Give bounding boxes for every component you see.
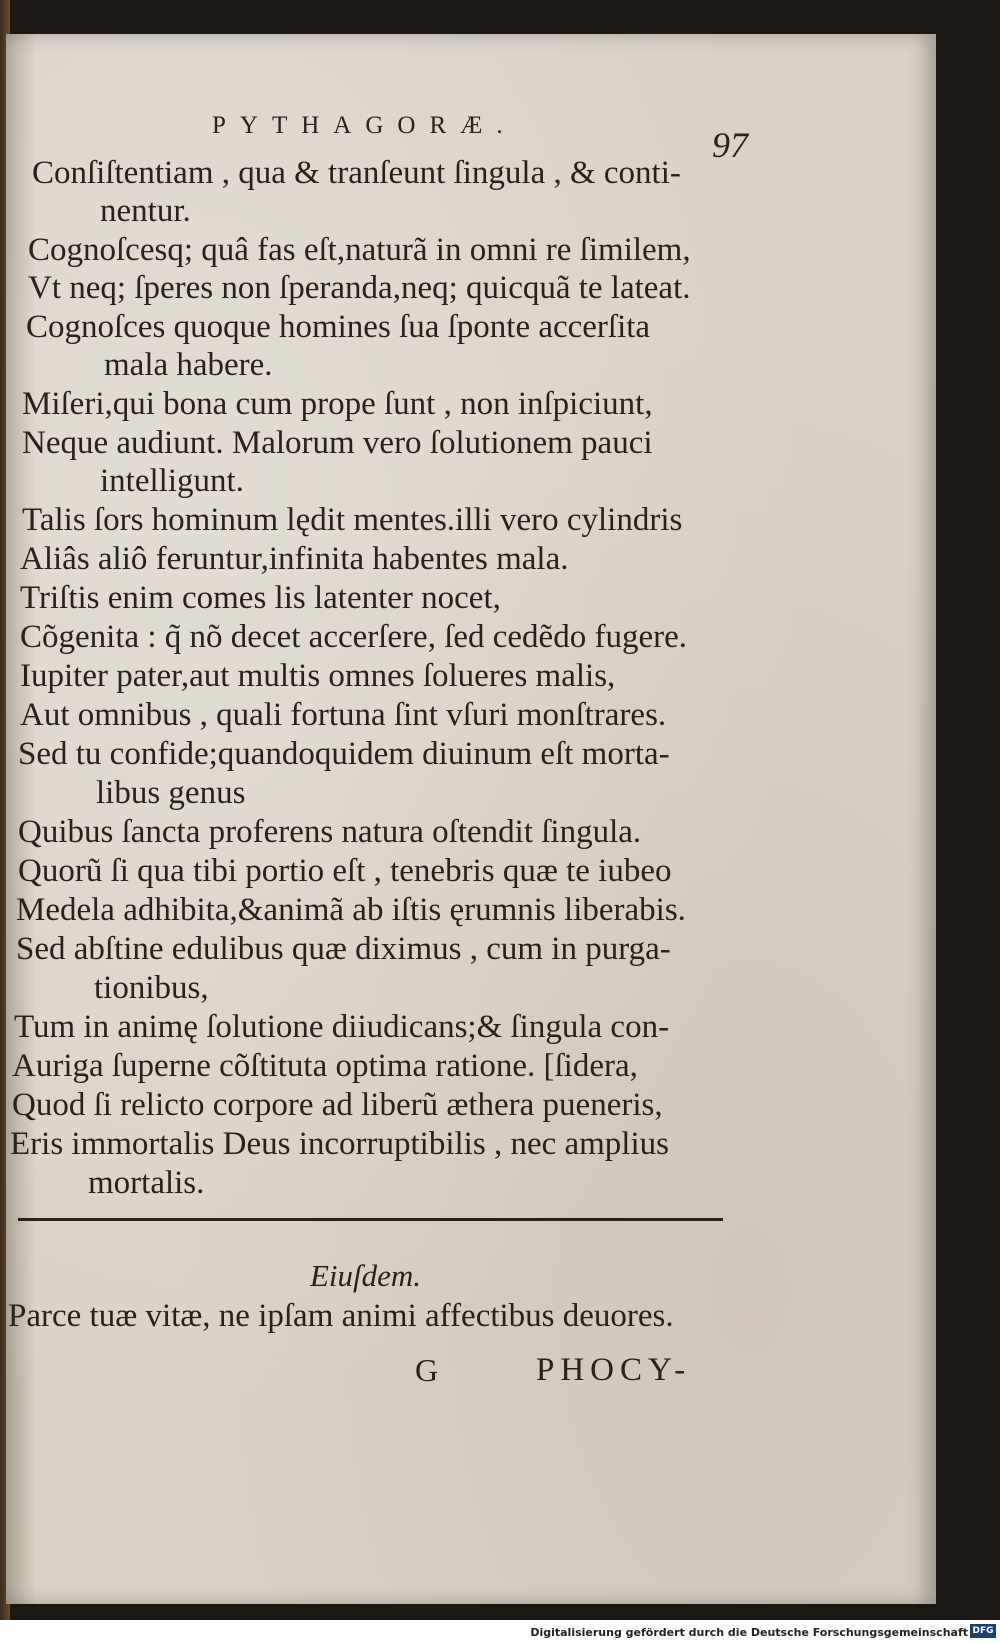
text-line: Medela adhibita,&animã ab iſtis ęrumnis liberabis. xyxy=(16,892,686,928)
text-line: Conſiſtentiam , qua & tranſeunt ſingula , & conti- xyxy=(32,155,681,191)
text-line: Quod ſi relicto corpore ad liberũ æthera pueneris, xyxy=(12,1087,663,1123)
catchword: PHOCY- xyxy=(536,1352,692,1388)
dfg-logo-icon: DFG xyxy=(970,1624,996,1638)
text-line: mortalis. xyxy=(88,1165,205,1201)
text-line: Cõgenita : q̃ nõ decet accerſere, ſed cedẽdo fugere. xyxy=(20,619,687,655)
divider-rule xyxy=(18,1218,723,1221)
text-line: Aut omnibus , quali fortuna ſint vſuri monſtrares. xyxy=(20,697,667,733)
page-number: 97 xyxy=(712,125,748,165)
text-line: Sed tu confide;quandoquidem diuinum eſt morta- xyxy=(18,736,670,772)
running-title: PYTHAGORÆ. xyxy=(212,112,517,139)
text-line: tionibus, xyxy=(94,970,209,1006)
text-line: Neque audiunt. Malorum vero ſolutionem pauci xyxy=(22,425,653,461)
text-line: Sed abſtine edulibus quæ diximus , cum in purga- xyxy=(16,931,671,967)
text-line: Iupiter pater,aut multis omnes ſolueres malis, xyxy=(20,658,616,694)
text-line: Eris immortalis Deus incorruptibilis , nec amplius xyxy=(10,1126,669,1162)
text-line: Talis ſors hominum lędit mentes.illi vero cylindris xyxy=(22,502,683,538)
text-line: Quorũ ſi qua tibi portio eſt , tenebris quæ te iubeo xyxy=(18,853,672,889)
text-line: intelligunt. xyxy=(100,463,244,499)
text-line: nentur. xyxy=(100,193,191,229)
text-line: Tum in animę ſolutione diiudicans;& ſingula con- xyxy=(14,1009,670,1045)
text-line: libus genus xyxy=(96,775,246,811)
footer-credit: Digitalisierung gefördert durch die Deutsche Forschungsgemeinschaft xyxy=(530,1626,968,1639)
signature-mark: G xyxy=(415,1352,439,1388)
text-line: Vt neq; ſperes non ſperanda,neq; quicquã te lateat. xyxy=(28,270,691,306)
text-line: Cognoſces quoque homines ſua ſponte accerſita xyxy=(26,309,651,345)
closing-verse: Parce tuæ vitæ, ne ipſam animi affectibus deuores. xyxy=(8,1298,674,1334)
text-line: Auriga ſuperne cõſtituta optima ratione. [ſidera, xyxy=(12,1048,638,1084)
text-line: Quibus ſancta proferens natura oſtendit ſingula. xyxy=(18,814,642,850)
text-line: mala habere. xyxy=(104,347,273,383)
text-line: Aliâs aliô feruntur,infinita habentes mala. xyxy=(20,541,569,577)
text-line: Cognoſcesq; quâ fas eſt,naturã in omni re ſimilem, xyxy=(28,232,691,268)
text-line: Miſeri,qui bona cum prope ſunt , non inſpiciunt, xyxy=(22,386,653,422)
section-subtitle: Eiuſdem. xyxy=(310,1258,422,1293)
text-line: Triſtis enim comes lis latenter nocet, xyxy=(20,580,501,616)
